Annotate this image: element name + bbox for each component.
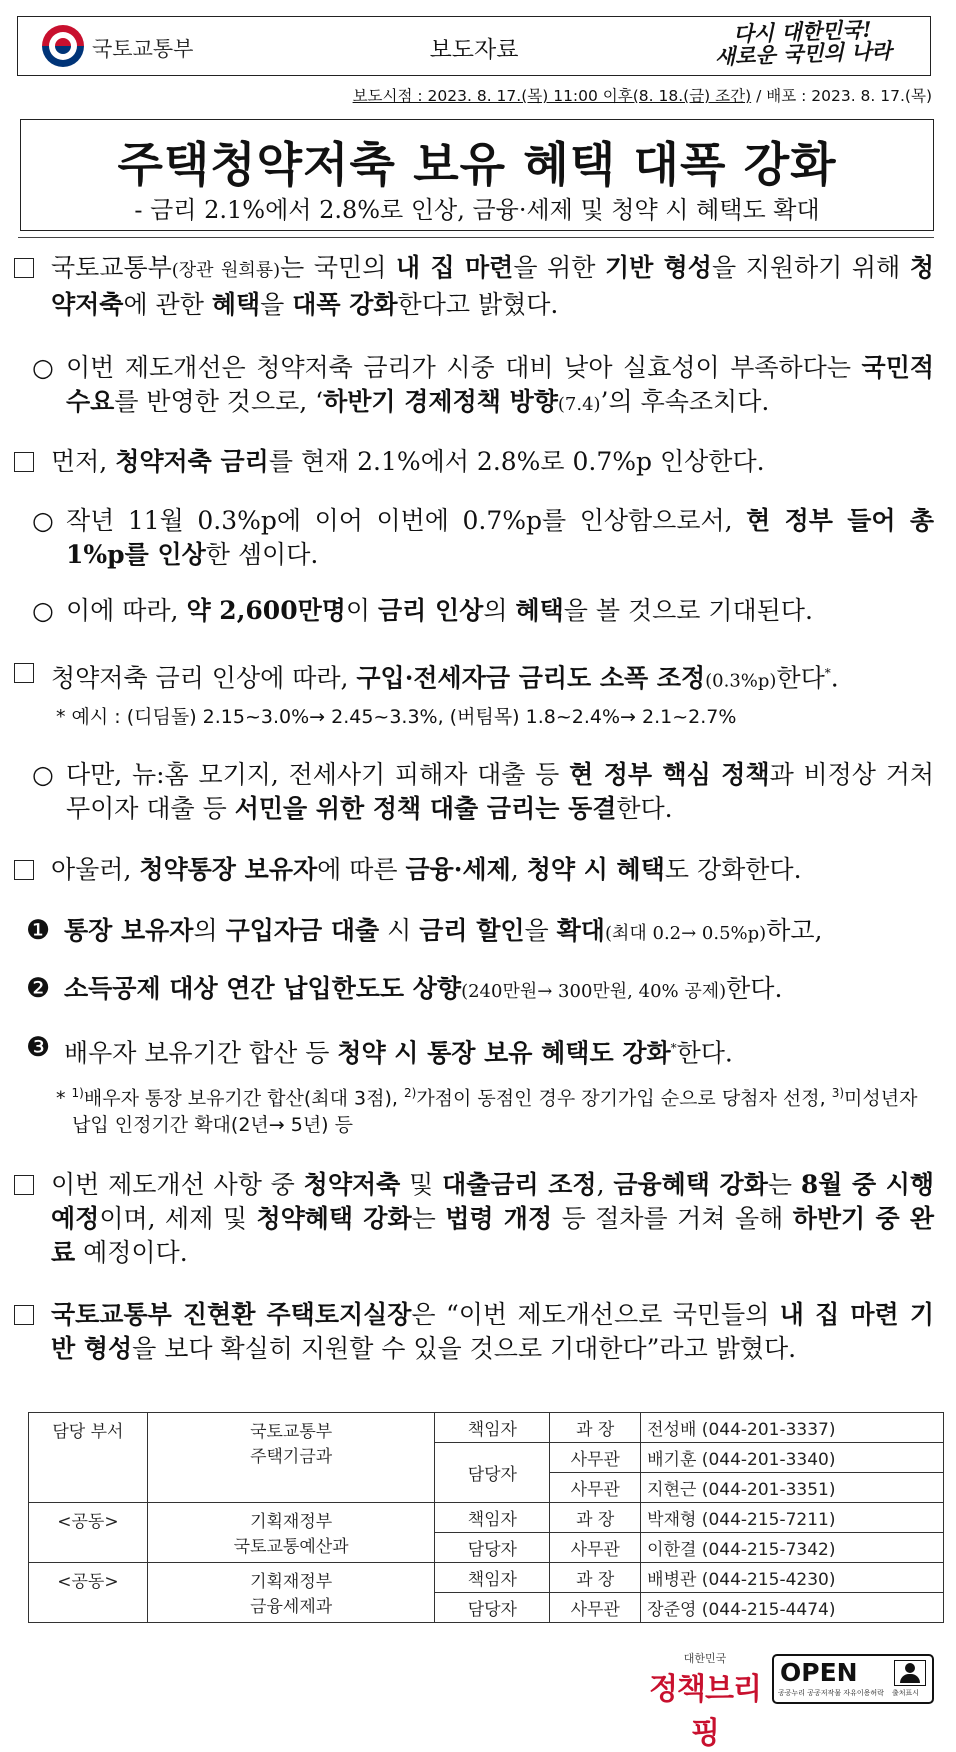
dept-cell: 기획재정부 국토교통예산과: [147, 1503, 435, 1563]
briefing-logo-big: 정책브리핑: [649, 1672, 761, 1751]
paragraph-2: ○ 이번 제도개선은 청약저축 금리가 시중 대비 낮아 실효성이 부족하다는 국민적 수요를 반영한 것으로, ‘하반기 경제정책 방향(7.4)’의 후속조치다.: [32, 353, 934, 416]
doc-type: 보도자료: [429, 37, 519, 63]
ministry-name: 국토교통부: [92, 37, 194, 61]
square-bullet-icon: [14, 663, 34, 683]
paragraph-3: 먼저, 청약저축 금리를 현재 2.1%에서 2.8%로 0.7%p 인상한다.: [14, 445, 934, 479]
title-cell: 사무관: [550, 1443, 641, 1473]
open-logo-subtext: 공공누리 공공저작물 자유이용허락: [778, 1689, 884, 1697]
distribution-date: 배포 : 2023. 8. 17.(목): [766, 87, 932, 105]
joint-tag: <공동>: [29, 1503, 148, 1563]
square-bullet-icon: [14, 452, 34, 472]
header-box: [17, 16, 931, 76]
contact-cell: 이한결 (044-215-7342): [641, 1533, 944, 1563]
title-cell: 사무관: [550, 1533, 641, 1563]
contact-cell: 지현근 (044-201-3351): [641, 1473, 944, 1503]
contact-cell: 장준영 (044-215-4474): [641, 1593, 944, 1623]
title-cell: 사무관: [550, 1473, 641, 1503]
role-cell: 책임자: [435, 1413, 550, 1443]
page-subtitle: - 금리 2.1%에서 2.8%로 인상, 금융·세제 및 청약 시 혜택도 확대: [134, 196, 820, 224]
briefing-logo-small: 대한민국: [683, 1652, 727, 1665]
open-logo-text: OPEN: [780, 1658, 858, 1687]
page-title: 주택청약저축 보유 혜택 대폭 강화: [117, 138, 837, 193]
release-separator: /: [751, 87, 767, 105]
policy-briefing-logo: [640, 1650, 770, 1751]
title-cell: 과 장: [550, 1503, 641, 1533]
number-2-icon: ❷: [26, 973, 51, 1004]
kogl-open-badge: [772, 1654, 934, 1704]
dept-header: 담당 부서: [29, 1413, 148, 1503]
circle-bullet-icon: ○: [32, 353, 54, 382]
slogan-handwriting: [687, 17, 919, 77]
taegeuk-logo-core-icon: [55, 38, 71, 54]
number-1-icon: ❶: [26, 915, 51, 946]
contact-cell: 배기훈 (044-201-3340): [641, 1443, 944, 1473]
contact-cell: 배병관 (044-215-4230): [641, 1563, 944, 1593]
footnote-example: * 예시 : (디딤돌) 2.15~3.0%→ 2.45~3.3%, (버팀목) 1.8~2.4%→ 2.1~2.7%: [56, 706, 737, 728]
footnote-benefits: * $^{1)}$배우자 통장 보유기간 합산(최대 3점), $^{2)}$가점이 동점인 경우 장기가입 순으로 당첨자 선정, $^{3)}$미성년자 납입 인정기간 확대(2년→ 5년) 등: [56, 1086, 918, 1137]
square-bullet-icon: [14, 258, 34, 278]
paragraph-4: ○ 작년 11월 0.3%p에 이어 이번에 0.7%p를 인상함으로서, 현 정부 들어 총 1%p를 인상한 셈이다.: [32, 506, 934, 569]
title-cell: 과 장: [550, 1563, 641, 1593]
numbered-item-2: ❷ 소득공제 대상 연간 납입한도도 상향(240만원→ 300만원, 40% 공제)한다.: [26, 973, 783, 1004]
divider: [18, 237, 934, 238]
paragraph-10: 국토교통부 진현환 주택토지실장은 “이번 제도개선으로 국민들의 내 집 마련 기반 형성을 보다 확실히 지원할 수 있을 것으로 기대한다”라고 밝혔다.: [14, 1298, 934, 1366]
contact-table: [28, 1412, 944, 1623]
number-3-icon: ❸: [26, 1032, 51, 1063]
title-cell: 과 장: [550, 1413, 641, 1443]
circle-bullet-icon: ○: [32, 596, 54, 625]
circle-bullet-icon: ○: [32, 760, 54, 789]
slogan-line-1: 다시 대한민국!: [732, 16, 872, 47]
joint-tag: <공동>: [29, 1563, 148, 1623]
title-box: [20, 119, 934, 231]
paragraph-6: 청약저축 금리 인상에 따라, 구입·전세자금 금리도 소폭 조정(0.3%p)한다*.: [14, 656, 934, 698]
circle-bullet-icon: ○: [32, 506, 54, 535]
paragraph-9: 이번 제도개선 사항 중 청약저축 및 대출금리 조정, 금융혜택 강화는 8월 중 시행 예정이며, 세제 및 청약혜택 강화는 법령 개정 등 절차를 거쳐 올해 하반기 중 완료 예정이다.: [14, 1168, 934, 1270]
dept-cell: 국토교통부 주택기금과: [147, 1413, 435, 1503]
paragraph-1: 국토교통부(장관 원희룡)는 국민의 내 집 마련을 위한 기반 형성을 지원하기 위해 청약저축에 관한 혜택을 대폭 강화한다고 밝혔다.: [14, 251, 934, 322]
numbered-item-1: ❶ 통장 보유자의 구입자금 대출 시 금리 할인을 확대(최대 0.2→ 0.5%p)하고,: [26, 915, 823, 946]
role-cell: 담당자: [435, 1593, 550, 1623]
numbered-item-3: ❸ 배우자 보유기간 합산 등 청약 시 통장 보유 혜택도 강화*한다.: [26, 1032, 733, 1068]
contact-cell: 박재형 (044-215-7211): [641, 1503, 944, 1533]
paragraph-8: 아울러, 청약통장 보유자에 따른 금융·세제, 청약 시 혜택도 강화한다.: [14, 853, 934, 887]
embargo-time: 보도시점 : 2023. 8. 17.(목) 11:00 이후(8. 18.(금) 조간): [352, 87, 752, 105]
attribution-label: 출처표시: [892, 1689, 920, 1697]
paragraph-7: ○ 다만, 뉴:홈 모기지, 전세사기 피해자 대출 등 현 정부 핵심 정책과 비정상 거처 무이자 대출 등 서민을 위한 정책 대출 금리는 동결한다.: [32, 760, 934, 823]
square-bullet-icon: [14, 1175, 34, 1195]
contact-cell: 전성배 (044-201-3337): [641, 1413, 944, 1443]
role-cell: 책임자: [435, 1503, 550, 1533]
dept-cell: 기획재정부 금융세제과: [147, 1563, 435, 1623]
paragraph-5: ○ 이에 따라, 약 2,600만명이 금리 인상의 혜택을 볼 것으로 기대된다.: [32, 594, 934, 628]
role-cell: 책임자: [435, 1563, 550, 1593]
attribution-person-icon: [894, 1660, 926, 1686]
role-cell: 담당자: [435, 1443, 550, 1503]
title-cell: 사무관: [550, 1593, 641, 1623]
slogan-line-2: 새로운 국민의 나라: [714, 37, 893, 70]
release-info: [0, 84, 932, 106]
square-bullet-icon: [14, 1305, 34, 1325]
square-bullet-icon: [14, 860, 34, 880]
role-cell: 담당자: [435, 1533, 550, 1563]
